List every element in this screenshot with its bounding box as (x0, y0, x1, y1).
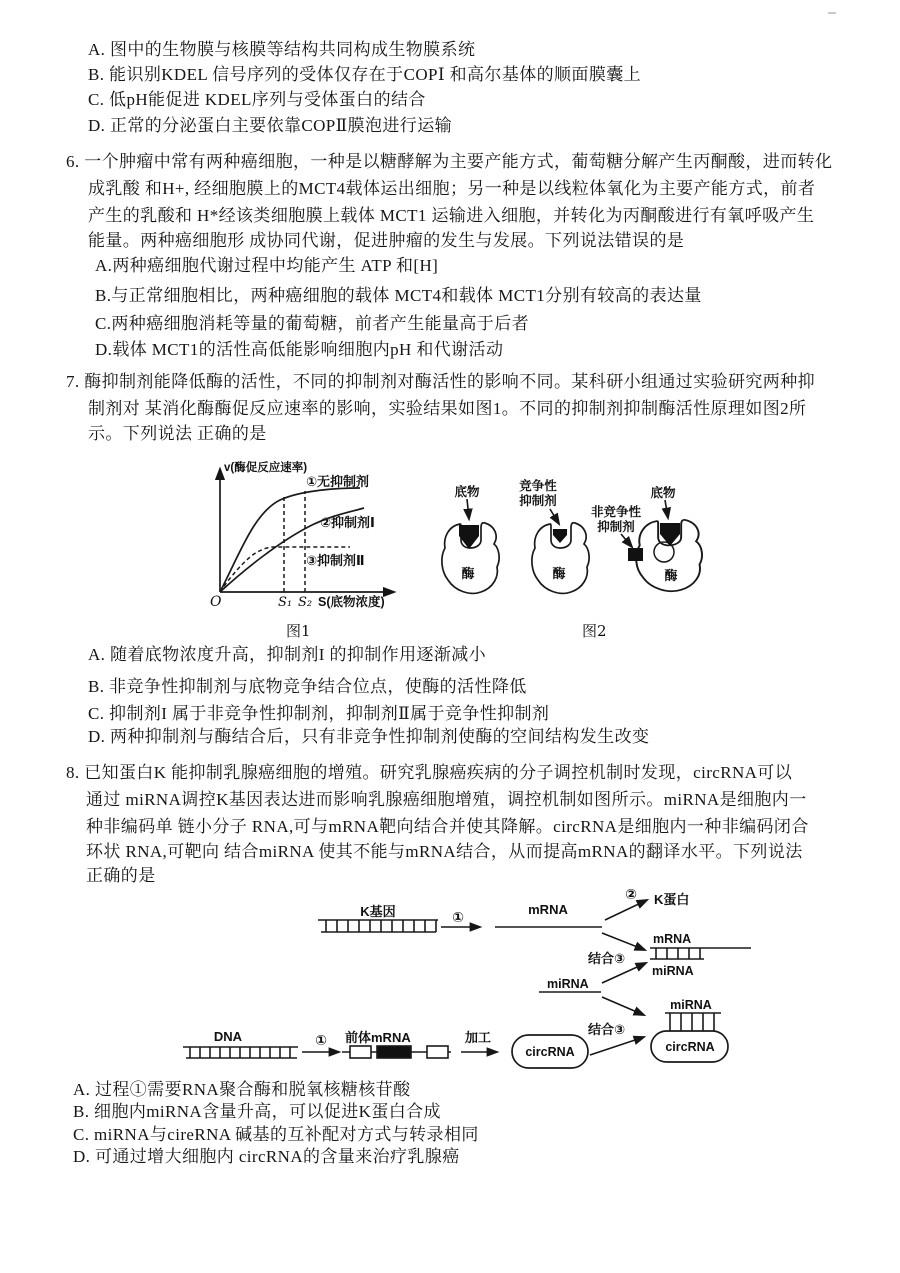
competitive-arrow (550, 509, 559, 524)
substrate3-label: 底物 (650, 486, 676, 500)
substrate3-arrow (665, 500, 668, 518)
q5-option-b: B. 能识别KDEL 信号序列的受体仅存在于COPⅠ 和高尔基体的顺面膜囊上 (88, 65, 642, 84)
q8-line-3: 种非编码单 链小分子 RNA,可与mRNA靶向结合并使其降解。circRNA是细胞内一种非编码闭合 (86, 817, 809, 836)
scan-artifact (828, 12, 836, 14)
q8-diagram (150, 885, 780, 1080)
q6-line-2: 成乳酸 和H+, 经细胞膜上的MCT4载体运出细胞；另一种是以线粒体氧化为主要产能方式，前者 (88, 179, 816, 198)
duplex-mrna-label: mRNA (653, 932, 692, 946)
enzyme3-label: 酶 (664, 568, 678, 583)
step1-label-top: ① (452, 909, 464, 925)
noncompetitive-inhibitor-shape (628, 548, 643, 561)
q8-option-c: C. miRNA与cireRNA 碱基的互补配对方式与转录相同 (73, 1125, 479, 1144)
fig1-axis-ticks (210, 594, 312, 610)
q6-line-1: 6. 一个肿瘤中常有两种癌细胞，一种是以糖酵解为主要产能方式，葡萄糖分解产生丙酮酸，进而转化 (66, 152, 833, 171)
k-gene-dna-ladder (318, 920, 438, 932)
q6-option-c: C.两种癌细胞消耗等量的葡萄糖，前者产生能量高于后者 (95, 314, 529, 333)
bind3-label-bottom: 结合③ (588, 1022, 626, 1037)
mrna-mirna-duplex (650, 948, 751, 959)
q7-option-a: A. 随着底物浓度升高，抑制剂I 的抑制作用逐渐减小 (88, 645, 487, 664)
q6-option-b: B.与正常细胞相比，两种癌细胞的载体 MCT4和载体 MCT1分别有较高的表达量 (95, 286, 702, 305)
competitive-inhibitor-shape (553, 529, 567, 543)
diagram-labels (214, 886, 715, 1059)
step1-label-bottom: ① (315, 1032, 327, 1048)
exon-box-2 (427, 1046, 448, 1058)
q8-line-5: 正确的是 (86, 866, 156, 885)
intron-box (377, 1046, 411, 1058)
q7-line-3: 示。下列说法 正确的是 (88, 424, 267, 443)
fig2-filled-shapes (459, 523, 680, 561)
q5-option-d: D. 正常的分泌蛋白主要依靠COPⅡ膜泡进行运输 (88, 116, 453, 135)
translation-arrow (605, 900, 647, 920)
complex-circrna-label: circRNA (665, 1040, 715, 1054)
substrate1-label: 底物 (454, 485, 480, 499)
competitive-label-2: 抑制剂 (519, 494, 557, 508)
mirna-to-duplex-arrow (602, 963, 646, 983)
fig1-origin-label: O (210, 594, 222, 610)
exon-box-1 (350, 1046, 371, 1058)
circrna-label: circRNA (525, 1045, 575, 1059)
q8-option-d: D. 可通过增大细胞内 circRNA的含量来治疗乳腺癌 (73, 1147, 460, 1166)
q7-line-2: 制剂对 某消化酶酶促反应速率的影响，实验结果如图1。不同的抑制剂抑制酶活性原理如图2所 (88, 399, 807, 418)
q7-option-d: D. 两种抑制剂与酶结合后，只有非竞争性抑制剂使酶的空间结构发生改变 (88, 727, 650, 746)
fig1-ylabel: v(酶促反应速率) (224, 462, 308, 474)
noncompetitive-label-1: 非竞争性 (590, 505, 642, 519)
complex-mirna-label: miRNA (670, 998, 712, 1012)
mirna-source-label: miRNA (547, 977, 589, 991)
mrna-label: mRNA (528, 902, 568, 917)
q6-line-3: 产生的乳酸和 H*经该类细胞膜上载体 MCT1 运输进入细胞，并转化为丙酮酸进行有氧呼吸产生 (88, 206, 815, 225)
dna-label: DNA (213, 1029, 243, 1044)
noncompetitive-arrow (621, 534, 632, 547)
pre-mrna-label: 前体mRNA (345, 1030, 411, 1045)
fig1-curve-no-inhibitor (220, 488, 360, 592)
fig1-xlabel: S(底物浓度) (318, 595, 385, 609)
q6-option-a: A.两种癌细胞代谢过程中均能产生 ATP 和[H] (95, 256, 439, 275)
q8-line-1: 8. 已知蛋白K 能抑制乳腺癌细胞的增殖。研究乳腺癌疾病的分子调控机制时发现，circRNA可以 (66, 763, 793, 782)
mrna-to-duplex-arrow (602, 933, 645, 950)
fig2-caption: 图2 (582, 622, 607, 640)
k-gene-label: K基因 (360, 904, 396, 919)
bound-mirna-strand (665, 1013, 721, 1031)
q8-option-a: A. 过程①需要RNA聚合酶和脱氧核糖核苷酸 (73, 1080, 411, 1099)
q5-option-a: A. 图中的生物膜与核膜等结构共同构成生物膜系统 (88, 40, 476, 59)
q6-option-d: D.载体 MCT1的活性高低能影响细胞内pH 和代谢活动 (95, 340, 504, 359)
q6-line-4: 能量。两种癌细胞形 成协同代谢，促进肿瘤的发生与发展。下列说法错误的是 (88, 231, 685, 250)
pre-mrna-boxes (350, 1046, 448, 1058)
enzyme1-label: 酶 (461, 566, 475, 581)
k-protein-label: K蛋白 (654, 892, 690, 907)
noncompetitive-label-2: 抑制剂 (597, 520, 635, 534)
mirna-to-complex-arrow (602, 997, 644, 1015)
enzyme2-label: 酶 (552, 566, 566, 581)
q7-line-1: 7. 酶抑制剂能降低酶的活性，不同的抑制剂对酶活性的影响不同。某科研小组通过实验研究两种抑 (66, 372, 815, 391)
q5-option-c: C. 低pH能促进 KDEL序列与受体蛋白的结合 (88, 90, 426, 109)
processing-label: 加工 (465, 1030, 492, 1045)
dna-ladder (183, 1047, 298, 1058)
fig1-curve3-label: ③抑制剂Ⅱ (306, 553, 365, 568)
q8-line-2: 通过 miRNA调控K基因表达进而影响乳腺癌细胞增殖，调控机制如图所示。miRNA是细胞内一 (86, 790, 807, 809)
fig1-s2-label: S₂ (298, 595, 313, 610)
figure-row (190, 455, 730, 645)
duplex-mirna-label: miRNA (652, 964, 694, 978)
circrna-to-complex-arrow (590, 1037, 644, 1055)
fig1-curve2-label: ②抑制剂Ⅰ (320, 515, 375, 530)
q8-option-b: B. 细胞内miRNA含量升高，可以促进K蛋白合成 (73, 1102, 441, 1121)
q7-option-c: C. 抑制剂I 属于非竞争性抑制剂，抑制剂Ⅱ属于竞争性抑制剂 (88, 704, 550, 723)
q8-line-4: 环状 RNA,可靶向 结合miRNA 使其不能与mRNA结合，从而提高mRNA的翻译水平。下列说法 (86, 842, 803, 861)
fig1-s1-label: S₁ (278, 595, 293, 610)
q7-option-b: B. 非竞争性抑制剂与底物竞争结合位点，使酶的活性降低 (88, 677, 527, 696)
competitive-label-1: 竞争性 (519, 479, 557, 493)
bind3-label-top: 结合③ (588, 951, 626, 966)
step2-label: ② (625, 886, 637, 902)
fig1-curve1-label: ①无抑制剂 (306, 474, 370, 489)
substrate1-arrow (467, 499, 469, 519)
fig1-caption: 图1 (286, 622, 311, 640)
